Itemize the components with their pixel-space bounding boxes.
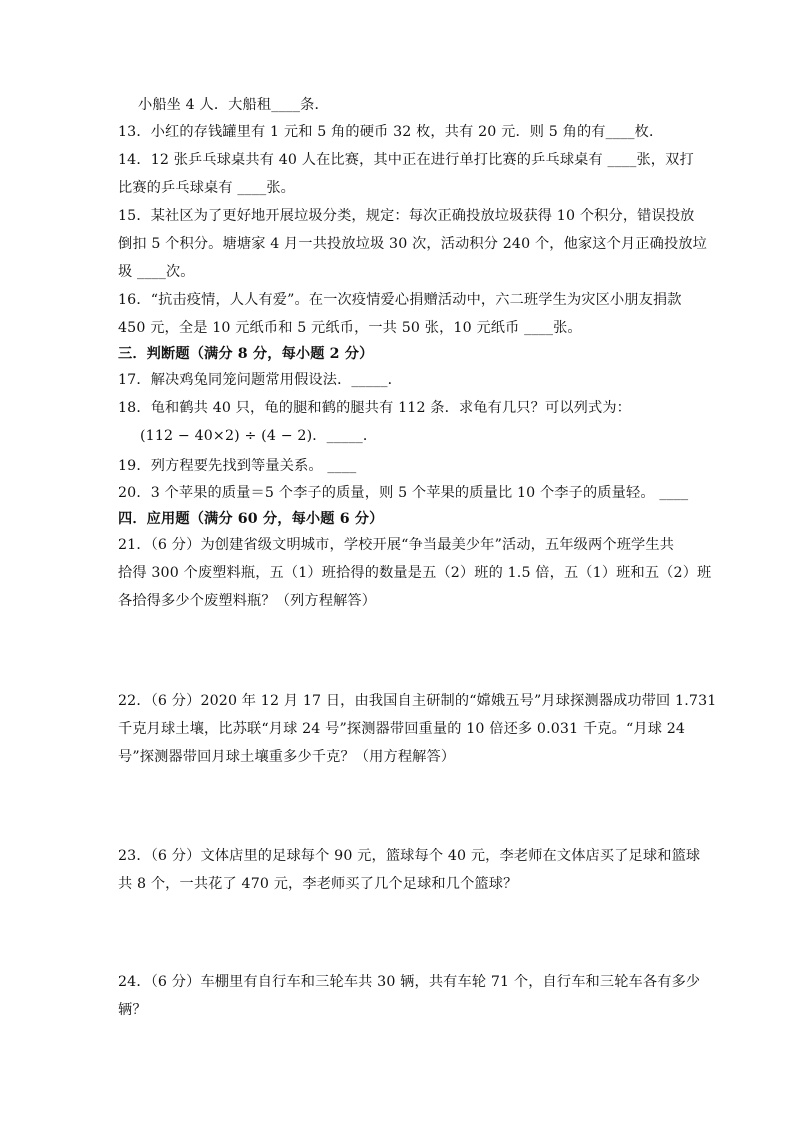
q21-line1: 21．（6 分）为创建省级文明城市，学校开展“争当最美少年”活动，五年级两个班学生共 [118,537,675,553]
q15-line2: 倒扣 5 个积分。塘塘家 4 月一共投放垃圾 30 次，活动积分 240 个，他家这个月正确投放垃 [118,236,707,252]
q24-line2: 辆？ [118,1002,147,1018]
q15-line3: 圾 ____次。 [118,264,195,280]
q22-line2: 千克月球土壤，比苏联“月球 24 号”探测器带回重量的 10 倍还多 0.031 千克。“月球 24 [118,721,686,737]
q16-line2: 450 元，全是 10 元纸币和 5 元纸币，一共 50 张，10 元纸币 ____张。 [118,320,582,336]
q23-line2: 共 8 个，一共花了 470 元，李老师买了几个足球和几个篮球？ [118,876,518,892]
q16-line1: 16．“抗击疫情，人人有爱”。在一次疫情爱心捐赠活动中，六二班学生为灾区小朋友捐款 [118,292,682,308]
q15-line1: 15．某社区为了更好地开展垃圾分类，规定：每次正确投放垃圾获得 10 个积分，错误投放 [118,208,695,224]
q24-line1: 24．（6 分）车棚里有自行车和三轮车共 30 辆，共有车轮 71 个，自行车和三轮车各有多少 [118,974,701,990]
q14-line1: 14．12 张乒乓球桌共有 40 人在比赛，其中正在进行单打比赛的乒乓球桌有 ____张，双打 [118,152,694,168]
q22-line1: 22．（6 分）2020 年 12 月 17 日，由我国自主研制的“嫦娥五号”月球探测器成功带回 1.731 [118,693,717,709]
q22-line3: 号”探测器带回月球土壤重多少千克？（用方程解答） [118,749,456,765]
q19: 19．列方程要先找到等量关系。 ____ [118,458,357,474]
q13: 13．小红的存钱罐里有 1 元和 5 角的硬币 32 枚，共有 20 元．则 5 角的有____枚． [118,124,664,140]
q14-line2: 比赛的乒乓球桌有 ____张。 [118,180,296,196]
q21-line2: 拾得 300 个废塑料瓶，五（1）班拾得的数量是五（2）班的 1.5 倍，五（1）班和五（2）班 [118,565,712,581]
q21-line3: 各拾得多少个废塑料瓶？（列方程解答） [118,593,377,609]
q18-formula: (112 − 40×2) ÷ (4 − 2)．_____． [140,428,378,444]
section-heading-judgement: 三．判断题（满分 8 分，每小题 2 分） [118,346,374,362]
section-heading-application: 四．应用题（满分 60 分，每小题 6 分） [118,511,384,527]
q18-line1: 18．龟和鹤共 40 只，龟的腿和鹤的腿共有 112 条．求龟有几只？可以列式为： [118,400,632,416]
q20: 20．3 个苹果的质量＝5 个李子的质量，则 5 个苹果的质量比 10 个李子的质量轻。 ____ [118,485,689,501]
q12-continuation: 小船坐 4 人．大船租____条． [138,97,329,113]
q17: 17．解决鸡兔同笼问题常用假设法．_____． [118,372,402,388]
q23-line1: 23．（6 分）文体店里的足球每个 90 元，篮球每个 40 元，李老师在文体店买了足球和篮球 [118,848,701,864]
